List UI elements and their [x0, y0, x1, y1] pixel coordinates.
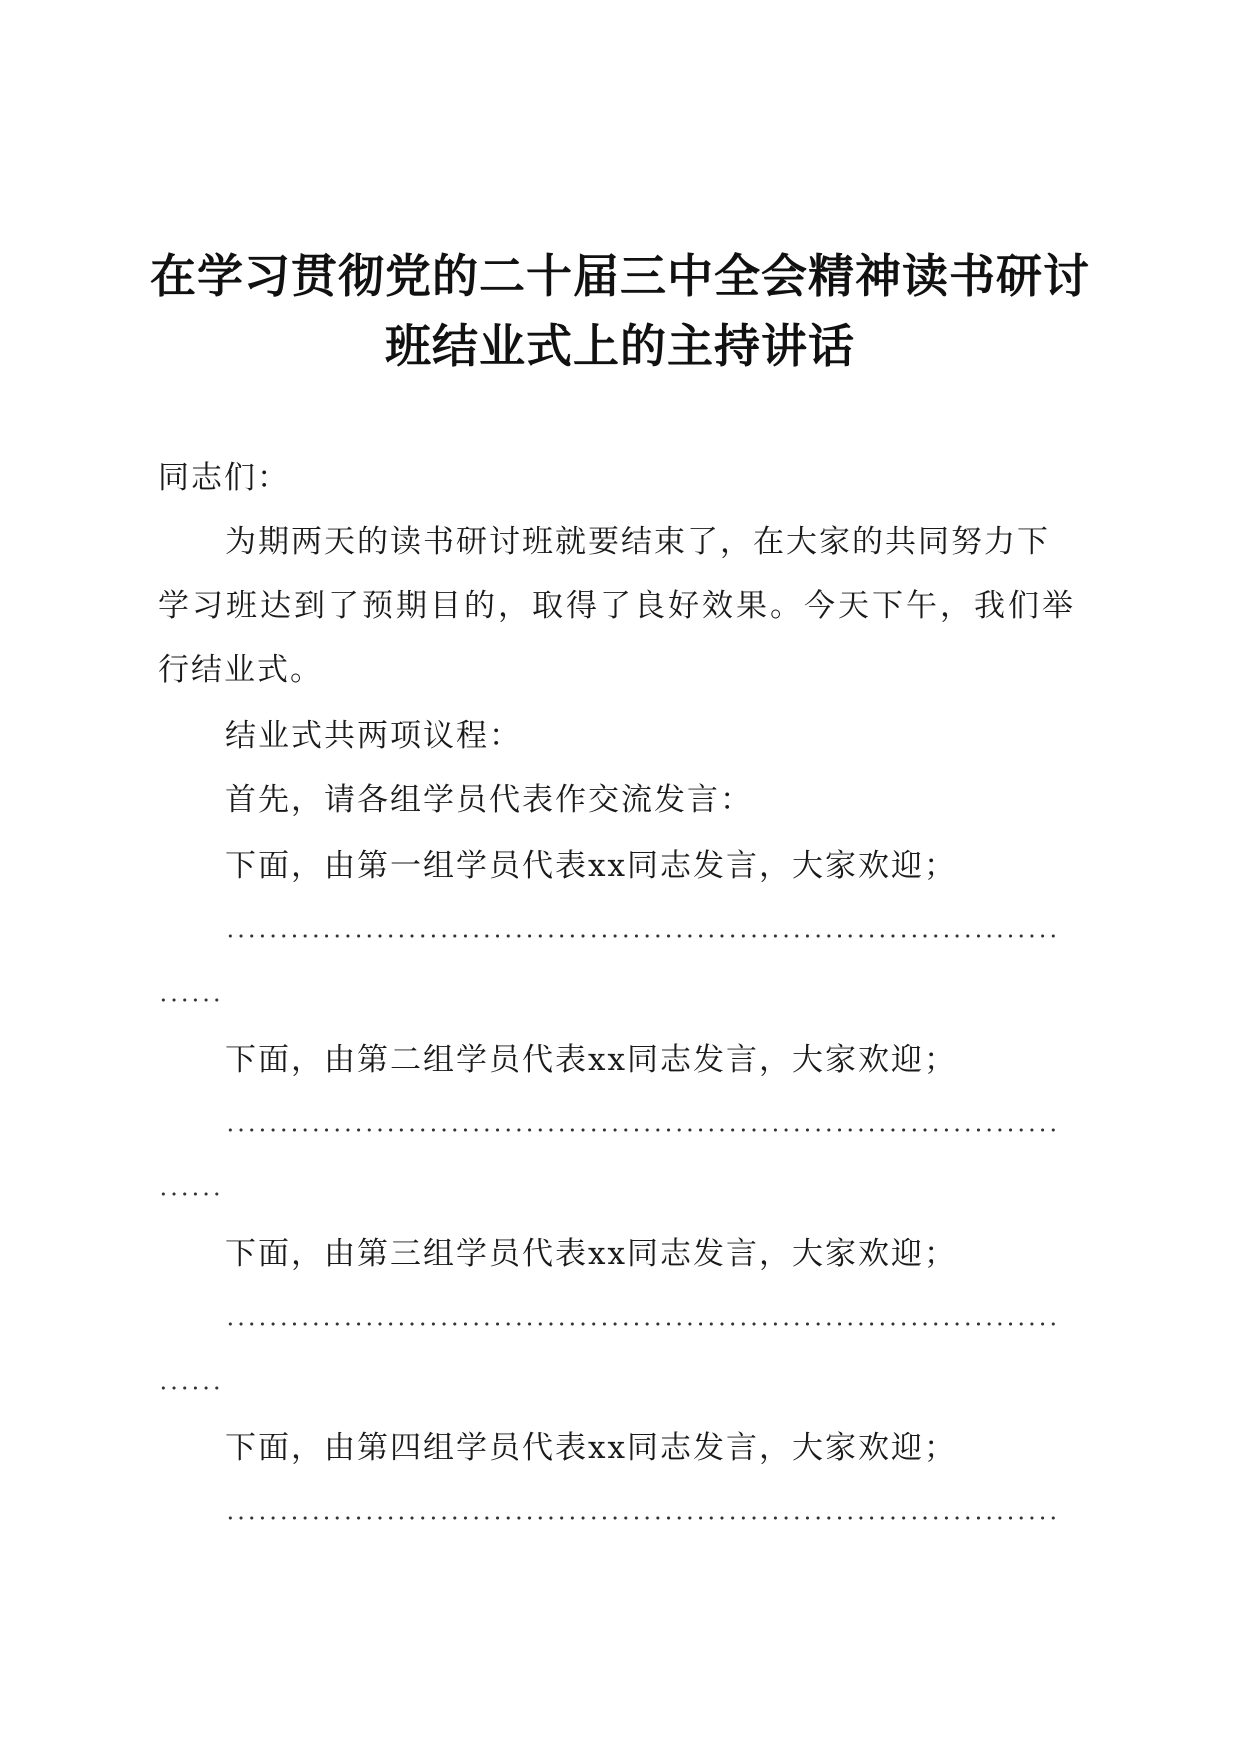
omission-dots-continued	[158, 1191, 222, 1197]
speaker-line-1: 下面，由第一组学员代表xx同志发言，大家欢迎；	[225, 848, 957, 884]
speaker-line-4: 下面，由第四组学员代表xx同志发言，大家欢迎；	[225, 1430, 957, 1466]
speaker-line-3: 下面，由第三组学员代表xx同志发言，大家欢迎；	[225, 1236, 957, 1272]
omission-dots	[225, 1515, 1060, 1521]
paragraph-1-line-3: 行结业式。	[158, 652, 323, 688]
document-title-line-2: 班结业式上的主持讲话	[385, 319, 855, 373]
omission-dots	[225, 1127, 1060, 1133]
omission-dots	[225, 1321, 1060, 1327]
salutation: 同志们：	[158, 460, 290, 496]
first-item-line: 首先，请各组学员代表作交流发言：	[225, 782, 753, 818]
speaker-line-2: 下面，由第二组学员代表xx同志发言，大家欢迎；	[225, 1042, 957, 1078]
omission-dots-continued	[158, 997, 222, 1003]
paragraph-1-line-2: 学习班达到了预期目的，取得了良好效果。今天下午，我们举	[158, 588, 1073, 624]
omission-dots	[225, 933, 1060, 939]
agenda-line: 结业式共两项议程：	[225, 718, 522, 754]
paragraph-1-line-1: 为期两天的读书研讨班就要结束了，在大家的共同努力下	[225, 524, 1050, 560]
omission-dots-continued	[158, 1385, 222, 1391]
document-title-line-1: 在学习贯彻党的二十届三中全会精神读书研讨	[150, 249, 1090, 303]
